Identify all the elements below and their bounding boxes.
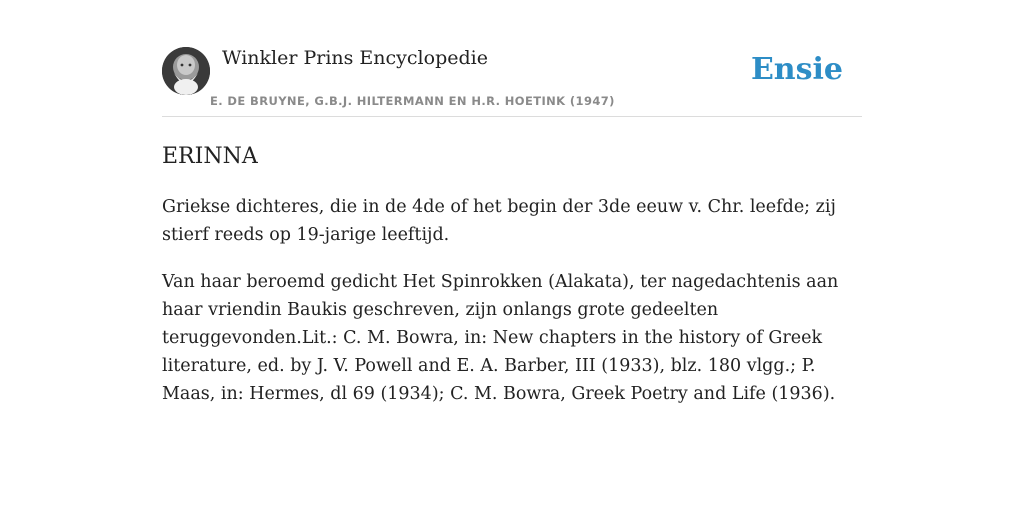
brand-logo[interactable]: Ensie <box>750 52 843 87</box>
portrait-avatar-icon <box>162 47 210 95</box>
entry-paragraph: Van haar beroemd gedicht Het Spinrokken (Alakata), ter nagedachtenis aan haar vriendin Baukis geschreven, zijn onlangs grote gedeelten teruggevonden.Lit.: C. M. Bowra, in: New chapters in the history of Greek literature, ed. by J. V. Powell and E. A. Barber, III (1933), blz. 180 vlgg.; P. Maas, in: Hermes, dl 69 (1934); C. M. Bowra, Greek Poetry and Life (1936). <box>162 272 839 404</box>
entry-paragraph: Griekse dichteres, die in de 4de of het begin der 3de eeuw v. Chr. leefde; zij stierf reeds op 19-jarige leeftijd. <box>162 197 836 245</box>
author-avatar[interactable] <box>162 47 210 95</box>
entry-title: ERINNA <box>162 144 258 169</box>
header <box>162 46 862 117</box>
page <box>162 0 862 408</box>
source-title[interactable]: Winkler Prins Encyclopedie <box>222 47 488 69</box>
authors-line: E. DE BRUYNE, G.B.J. HILTERMANN EN H.R. HOETINK (1947) <box>210 94 615 108</box>
